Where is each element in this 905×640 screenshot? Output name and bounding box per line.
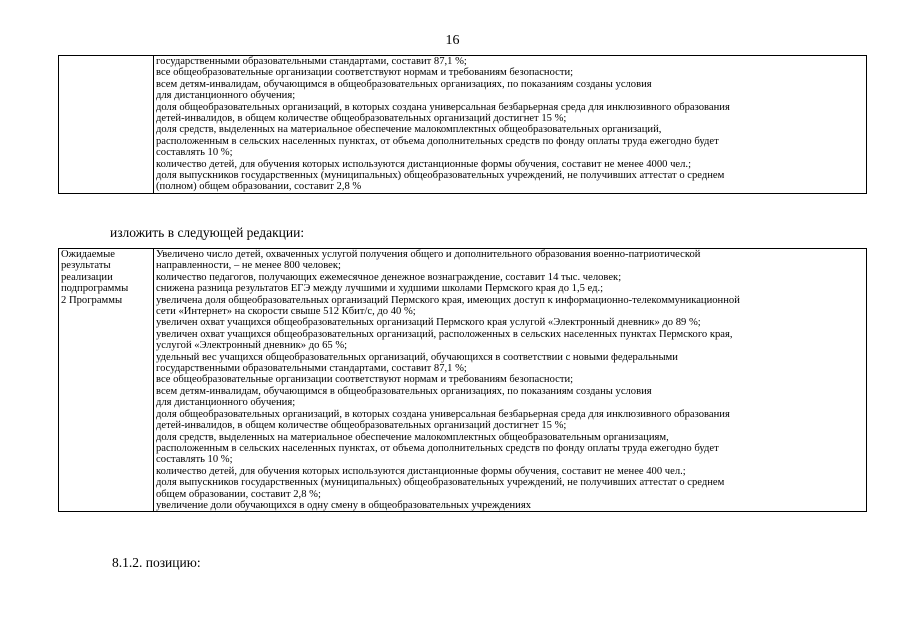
text-lines xyxy=(156,56,866,193)
text-line: услугой «Электронный дневник» до 65 %; xyxy=(156,340,348,352)
text-line: количество педагогов, получающих ежемесячное денежное вознаграждение, составит 14 тыс. человек; xyxy=(156,271,622,283)
text-line: снижена разница результатов ЕГЭ между лучшими и худшими школами Пермского края до 1,5 ед.; xyxy=(156,283,604,295)
text-line: детей-инвалидов, в общем количестве общеобразовательных организаций достигнет 15 %; xyxy=(156,113,567,125)
text-line: для дистанционного обучения; xyxy=(156,90,296,102)
table-content-cell xyxy=(154,249,867,512)
text-line: все общеобразовательные организации соответствуют нормам и требованиям безопасности; xyxy=(156,374,574,386)
text-line: доля средств, выделенных на материальное обеспечение малокомплектных общеобразовательным организациям, xyxy=(156,431,669,443)
table-label-cell xyxy=(59,249,154,512)
text-line: Увеличено число детей, охваченных услугой получения общего и дополнительного образования военно-патриотической xyxy=(156,249,701,260)
label-line: Ожидаемые xyxy=(61,249,115,260)
label-lines xyxy=(59,249,153,306)
text-line: общем образовании, составит 2,8 %; xyxy=(156,488,321,500)
text-line: государственными образовательными стандартами, составит 87,1 %; xyxy=(156,363,467,375)
intro-text: изложить в следующей редакции: xyxy=(110,225,305,240)
text-line: для дистанционного обучения; xyxy=(156,397,296,409)
table-row xyxy=(59,56,867,194)
section-note: 8.1.2. позицию: xyxy=(112,555,201,570)
label-line: 2 Программы xyxy=(61,294,123,306)
page-number: 16 xyxy=(445,33,460,48)
text-line: направленности, – не менее 800 человек; xyxy=(156,260,341,272)
text-line: доля выпускников государственных (муниципальных) общеобразовательных учреждений, не получивших аттестат о среднем xyxy=(156,170,725,182)
text-line: все общеобразовательные организации соответствуют нормам и требованиям безопасности; xyxy=(156,67,574,79)
table-new-wording xyxy=(58,248,867,512)
text-line: увеличен охват учащихся общеобразовательных организаций Пермского края услугой «Электронный дневник» до 89 %; xyxy=(156,317,701,329)
text-line: расположенным в сельских населенных пунктах, от объема дополнительных средств по фонду оплаты труда ежегодно будет xyxy=(156,135,719,147)
text-line: составлять 10 %; xyxy=(156,454,233,466)
label-line: подпрограммы xyxy=(61,283,129,295)
table-label-cell xyxy=(59,56,154,194)
text-line: всем детям-инвалидам, обучающимся в общеобразовательных организациях, по показаниям созданы условия xyxy=(156,78,652,90)
text-line: количество детей, для обучения которых используются дистанционные формы обучения, составит не менее 400 чел.; xyxy=(156,465,686,477)
table-content-cell xyxy=(154,56,867,194)
text-line: доля общеобразовательных организаций, в которых создана универсальная безбарьерная среда для инклюзивного образования xyxy=(156,101,730,113)
text-line: доля общеобразовательных организаций, в которых создана универсальная безбарьерная среда для инклюзивного образования xyxy=(156,408,730,420)
text-line: увеличение доли обучающихся в одну смену в общеобразовательных учреждениях xyxy=(156,499,532,511)
text-line: составлять 10 %; xyxy=(156,147,233,159)
text-lines xyxy=(156,249,866,511)
text-line: увеличена доля общеобразовательных организаций Пермского края, имеющих доступ к информационно-телекоммуникационной xyxy=(156,294,740,306)
text-line: удельный вес учащихся общеобразовательных организаций, обучающихся в соответствии с новыми федеральными xyxy=(156,351,678,363)
table-previous-wording xyxy=(58,55,867,194)
label-line: результаты xyxy=(61,260,111,272)
text-line: государственными образовательными стандартами, составит 87,1 %; xyxy=(156,56,467,67)
table-row xyxy=(59,249,867,512)
text-line: увеличен охват учащихся общеобразовательных организаций, расположенных в сельских населенных пунктах Пермского края, xyxy=(156,328,733,340)
text-line: сети «Интернет» на скорости свыше 512 Кбит/с, до 40 %; xyxy=(156,306,416,318)
text-line: доля выпускников государственных (муниципальных) общеобразовательных учреждений, не получивших аттестат о среднем xyxy=(156,477,725,489)
text-line: (полном) общем образовании, составит 2,8 % xyxy=(156,181,362,193)
text-line: детей-инвалидов, в общем количестве общеобразовательных организаций достигнет 15 %; xyxy=(156,420,567,432)
text-line: доля средств, выделенных на материальное обеспечение малокомплектных общеобразовательных организаций, xyxy=(156,124,662,136)
text-line: количество детей, для обучения которых используются дистанционные формы обучения, составит не менее 4000 чел.; xyxy=(156,158,692,170)
text-line: всем детям-инвалидам, обучающимся в общеобразовательных организациях, по показаниям созданы условия xyxy=(156,385,652,397)
text-line: расположенным в сельских населенных пунктах, от объема дополнительных средств по фонду оплаты труда ежегодно будет xyxy=(156,442,719,454)
label-line: реализации xyxy=(61,271,113,283)
